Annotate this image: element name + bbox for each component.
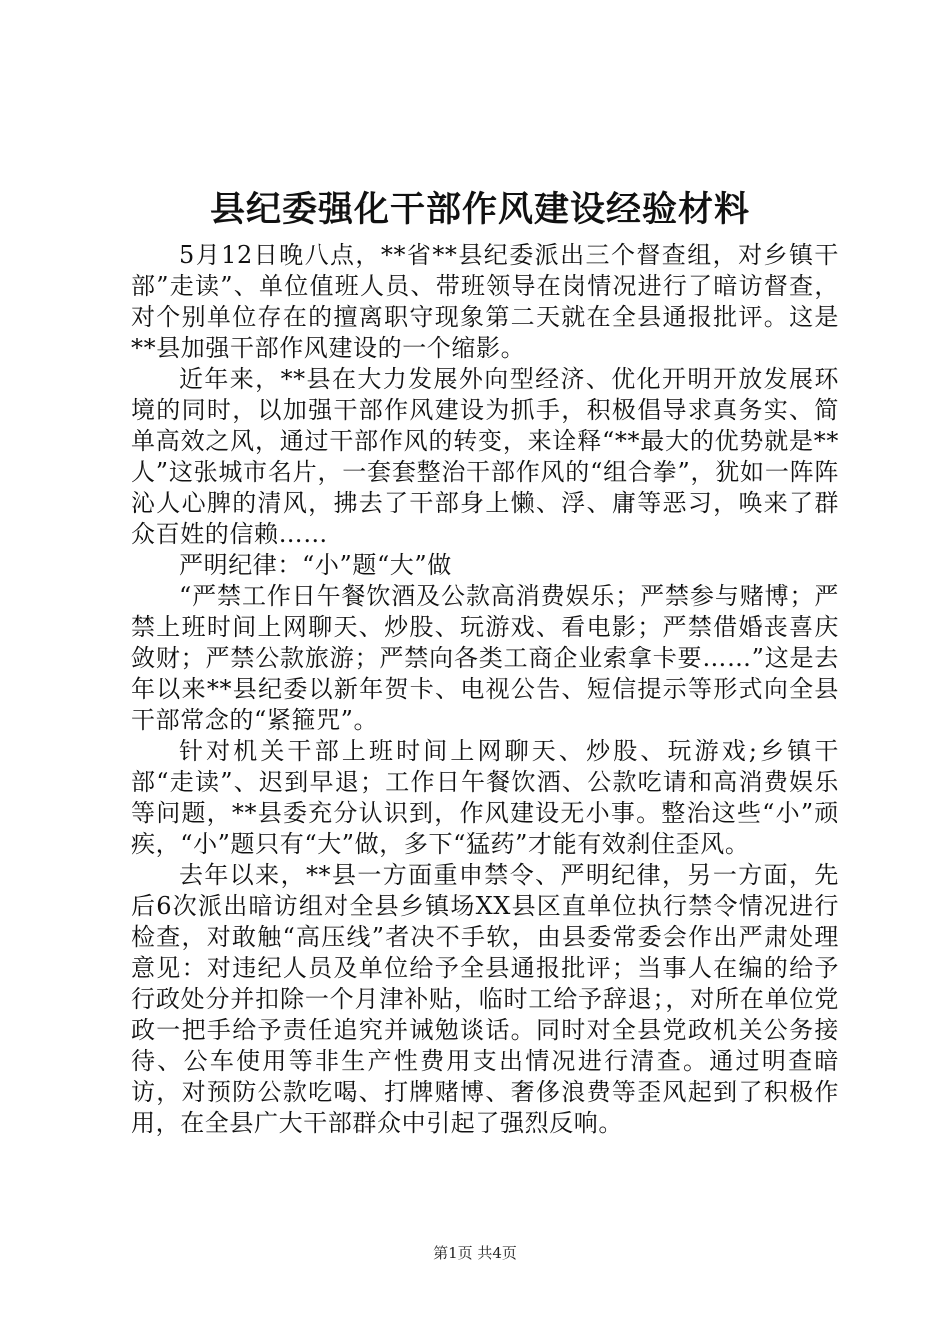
paragraph-intro: 5月12日晚八点，**省**县纪委派出三个督查组，对乡镇干部”走读”、单位值班人员、带班领导在岗情况进行了暗访督查，对个别单位存在的擅离职守现象第二天就在全县通报批评。这是**县加强干部作风建设的一个缩影。 xyxy=(131,241,839,362)
paragraph-background: 近年来，**县在大力发展外向型经济、优化开明开放发展环境的同时，以加强干部作风建设为抓手，积极倡导求真务实、简单高效之风，通过干部作风的转变，来诠释“**最大的优势就是**人”这张城市名片，一套套整治干部作风的“组合拳”，犹如一阵阵沁人心脾的清风，拂去了干部身上懒、浮、庸等恶习，唤来了群众百姓的信赖…… xyxy=(131,365,839,548)
paragraph-issues: 针对机关干部上班时间上网聊天、炒股、玩游戏;乡镇干部“走读”、迟到早退；工作日午餐饮酒、公款吃请和高消费娱乐等问题，**县委充分认识到，作风建设无小事。整治这些“小”顽疾，“小”题只有“大”做，多下“猛药”才能有效刹住歪风。 xyxy=(131,737,839,858)
page-number-footer: 第1页 共4页 xyxy=(433,1244,517,1262)
document-body xyxy=(131,240,839,1139)
document-title: 县纪委强化干部作风建设经验材料 xyxy=(209,189,750,230)
paragraph-measures: 去年以来，**县一方面重申禁令、严明纪律，另一方面，先后6次派出暗访组对全县乡镇场XX县区直单位执行禁令情况进行检查，对敢触“高压线”者决不手软，由县委常委会作出严肃处理意见：对违纪人员及单位给予全县通报批评；当事人在编的给予行政处分并扣除一个月津补贴，临时工给予辞退；，对所在单位党政一把手给予责任追究并诫勉谈话。同时对全县党政机关公务接待、公车使用等非生产性费用支出情况进行清查。通过明查暗访，对预防公款吃喝、打牌赌博、奢侈浪费等歪风起到了积极作用，在全县广大干部群众中引起了强烈反响。 xyxy=(131,861,839,1137)
paragraph-prohibitions: “严禁工作日午餐饮酒及公款高消费娱乐；严禁参与赌博；严禁上班时间上网聊天、炒股、玩游戏、看电影；严禁借婚丧喜庆敛财；严禁公款旅游；严禁向各类工商企业索拿卡要……”这是去年以来**县纪委以新年贺卡、电视公告、短信提示等形式向全县干部常念的“紧箍咒”。 xyxy=(131,582,839,734)
section-heading-discipline: 严明纪律：“小”题“大”做 xyxy=(179,551,452,579)
